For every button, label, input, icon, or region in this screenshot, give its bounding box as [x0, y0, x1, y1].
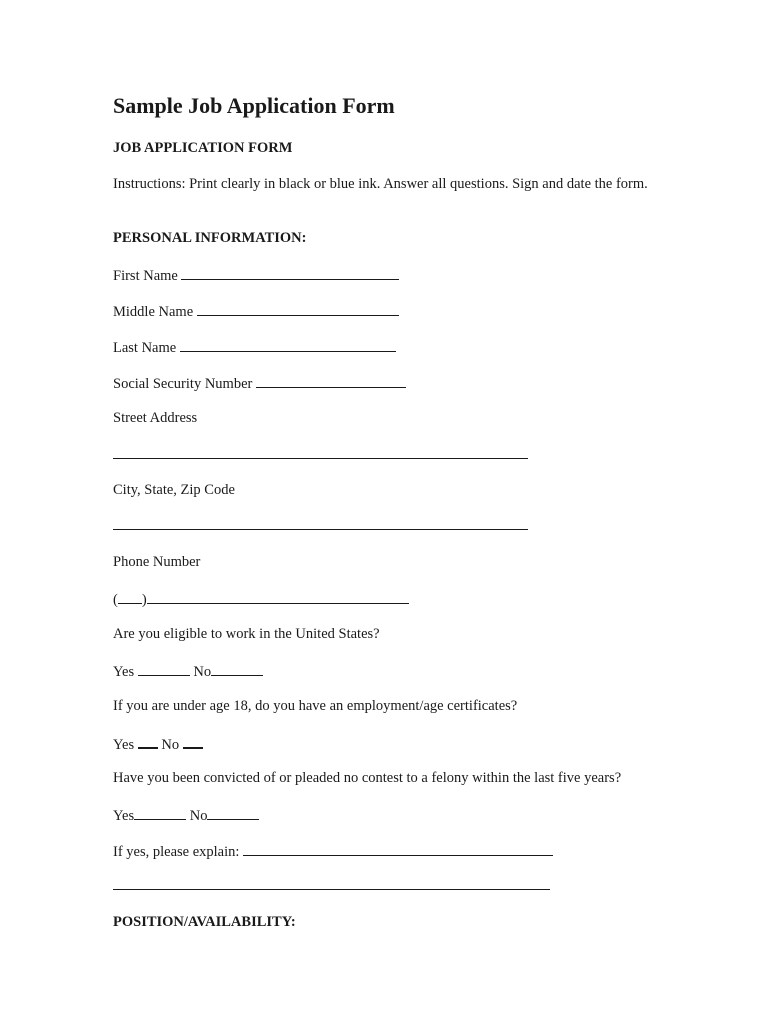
ssn-row — [113, 373, 406, 393]
minor-certificate-question: If you are under age 18, do you have an employment/age certificates? — [113, 698, 518, 714]
minor-certificate-answer-row — [113, 733, 203, 754]
last-name-row — [113, 337, 396, 357]
first-name-label: First Name — [113, 268, 178, 284]
minor-yes-field[interactable] — [138, 733, 158, 749]
eligibility-no-field[interactable] — [211, 661, 263, 676]
felony-no-label: No — [189, 808, 208, 824]
middle-name-row — [113, 301, 399, 321]
phone-number-row — [113, 589, 409, 609]
instructions-text: Instructions: Print clearly in black or blue ink. Answer all questions. Sign and date the form. — [113, 176, 648, 192]
eligibility-no-label: No — [193, 664, 212, 680]
first-name-row — [113, 265, 399, 285]
first-name-field[interactable] — [181, 265, 399, 280]
position-availability-heading: POSITION/AVAILABILITY: — [113, 914, 296, 930]
eligibility-question: Are you eligible to work in the United States? — [113, 626, 380, 642]
middle-name-label: Middle Name — [113, 304, 194, 320]
city-state-zip-label: City, State, Zip Code — [113, 482, 235, 498]
ssn-label: Social Security Number — [113, 376, 253, 392]
felony-explain-label: If yes, please explain: — [113, 844, 240, 860]
minor-no-label: No — [161, 737, 180, 753]
phone-paren-close: ) — [141, 592, 147, 608]
phone-number-label: Phone Number — [113, 554, 201, 570]
eligibility-yes-field[interactable] — [138, 661, 190, 676]
street-address-label: Street Address — [113, 410, 198, 426]
personal-information-heading: PERSONAL INFORMATION: — [113, 230, 307, 246]
phone-paren-open: ( — [113, 592, 118, 608]
last-name-label: Last Name — [113, 340, 177, 356]
felony-yes-field[interactable] — [134, 805, 186, 820]
document-title: Sample Job Application Form — [113, 93, 395, 118]
eligibility-answer-row — [113, 661, 263, 681]
form-heading: JOB APPLICATION FORM — [113, 140, 293, 156]
minor-no-field[interactable] — [183, 733, 203, 749]
felony-explain-field[interactable] — [243, 841, 553, 856]
felony-explain-continuation-field[interactable] — [113, 889, 550, 890]
phone-number-field[interactable] — [147, 589, 409, 604]
felony-yes-label: Yes — [113, 808, 135, 824]
last-name-field[interactable] — [180, 337, 396, 352]
felony-no-field[interactable] — [207, 805, 259, 820]
felony-explain-row — [113, 841, 553, 861]
felony-question: Have you been convicted of or pleaded no contest to a felony within the last five years? — [113, 770, 622, 786]
felony-answer-row — [113, 805, 259, 825]
middle-name-field[interactable] — [197, 301, 399, 316]
eligibility-yes-label: Yes — [113, 664, 135, 680]
city-state-zip-field[interactable] — [113, 529, 528, 530]
street-address-field[interactable] — [113, 458, 528, 459]
ssn-field[interactable] — [256, 373, 406, 388]
minor-yes-label: Yes — [113, 737, 135, 753]
area-code-field[interactable] — [118, 589, 142, 604]
